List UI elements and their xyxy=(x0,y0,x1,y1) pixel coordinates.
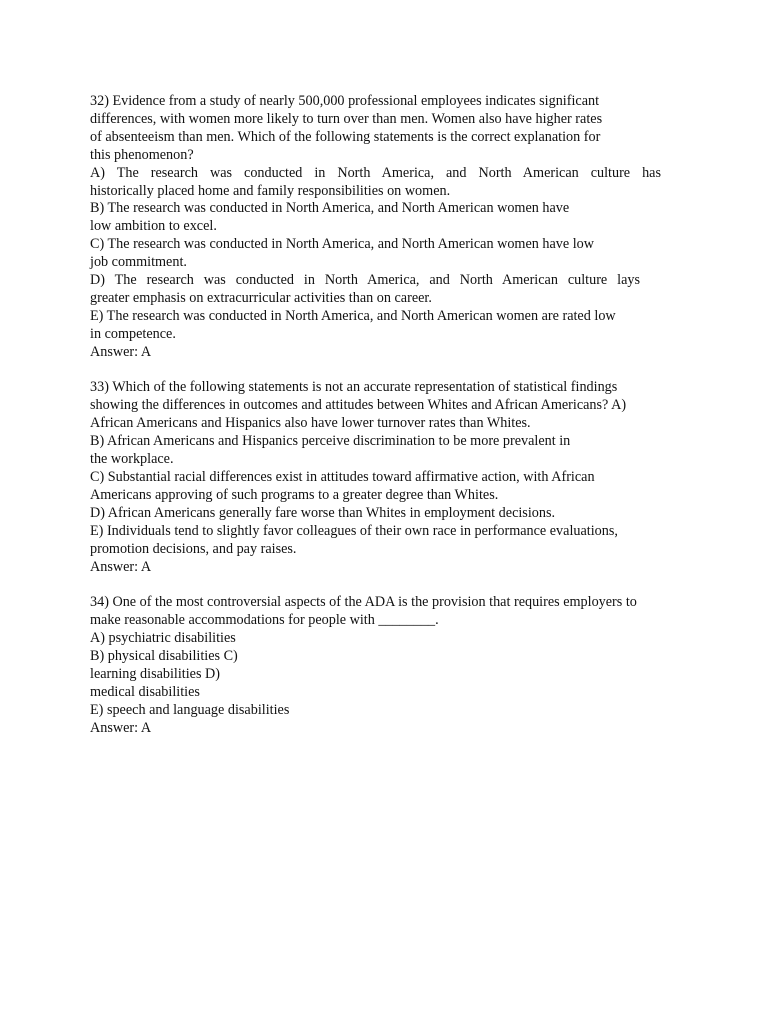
question-34-option-a: A) psychiatric disabilities xyxy=(90,630,236,647)
question-33-line-2: showing the differences in outcomes and attitudes between Whites and African Americans? A) xyxy=(90,397,627,414)
question-33-option-b-line-2: the workplace. xyxy=(90,451,174,468)
question-33-option-d: D) African Americans generally fare worse than Whites in employment decisions. xyxy=(90,504,556,521)
question-32-line-3: of absenteeism than men. Which of the following statements is the correct explanation for xyxy=(90,128,601,145)
question-32-option-d-line-2: greater emphasis on extracurricular activities than on career. xyxy=(90,289,432,306)
question-32-answer: Answer: A xyxy=(90,343,152,360)
question-33-option-c-line-1: C) Substantial racial differences exist in attitudes toward affirmative action, with African xyxy=(90,469,595,486)
question-spacer xyxy=(90,362,680,380)
question-32-option-a-line-1: A) The research was conducted in North America, and North American culture has xyxy=(90,164,661,181)
question-34-option-c: learning disabilities D) xyxy=(90,665,221,682)
question-34 xyxy=(90,594,680,737)
question-32-option-c-line-1: C) The research was conducted in North America, and North American women have low xyxy=(90,236,595,253)
question-33 xyxy=(90,379,680,576)
question-32 xyxy=(90,93,680,362)
question-32-line-4: this phenomenon? xyxy=(90,146,194,163)
question-32-option-d-line-1: D) The research was conducted in North America, and North American culture lays xyxy=(90,272,640,289)
question-34-line-2: make reasonable accommodations for people with ________. xyxy=(90,612,439,629)
question-33-option-b-line-1: B) African Americans and Hispanics perceive discrimination to be more prevalent in xyxy=(90,433,571,450)
question-32-option-b-line-1: B) The research was conducted in North America, and North American women have xyxy=(90,200,570,217)
question-34-option-e: E) speech and language disabilities xyxy=(90,701,290,718)
question-32-option-e-line-1: E) The research was conducted in North America, and North American women are rated low xyxy=(90,307,616,324)
question-spacer xyxy=(90,576,680,594)
question-33-option-a: African Americans and Hispanics also have lower turnover rates than Whites. xyxy=(90,415,531,432)
question-33-answer: Answer: A xyxy=(90,558,152,575)
question-34-option-d: medical disabilities xyxy=(90,683,200,700)
question-34-line-1: 34) One of the most controversial aspects of the ADA is the provision that requires employers to xyxy=(90,594,637,611)
question-33-option-e-line-2: promotion decisions, and pay raises. xyxy=(90,540,297,557)
document-content xyxy=(90,93,680,738)
question-33-option-c-line-2: Americans approving of such programs to a greater degree than Whites. xyxy=(90,486,499,503)
question-32-option-b-line-2: low ambition to excel. xyxy=(90,218,217,235)
question-34-answer: Answer: A xyxy=(90,719,152,736)
question-33-line-1: 33) Which of the following statements is not an accurate representation of statistical findings xyxy=(90,379,618,396)
question-32-option-a-line-2: historically placed home and family responsibilities on women. xyxy=(90,182,451,199)
question-32-option-e-line-2: in competence. xyxy=(90,325,176,342)
question-33-option-e-line-1: E) Individuals tend to slightly favor colleagues of their own race in performance evaluations, xyxy=(90,522,618,539)
question-32-option-c-line-2: job commitment. xyxy=(90,254,187,271)
question-32-line-1: 32) Evidence from a study of nearly 500,000 professional employees indicates significant xyxy=(90,93,600,109)
question-34-option-b: B) physical disabilities C) xyxy=(90,648,238,665)
question-32-line-2: differences, with women more likely to turn over than men. Women also have higher rates xyxy=(90,110,603,127)
